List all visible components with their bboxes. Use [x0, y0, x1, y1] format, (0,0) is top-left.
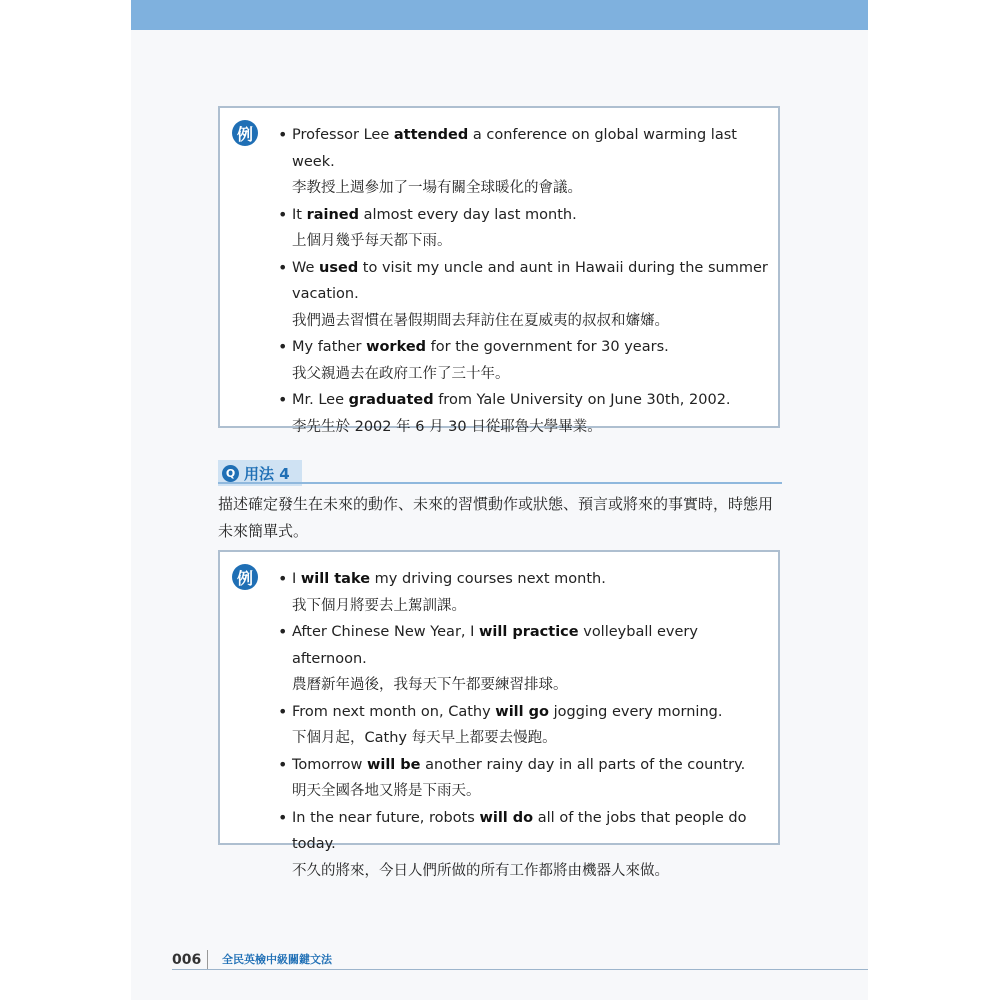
example-box-future — [218, 550, 780, 879]
usage-divider — [218, 482, 782, 484]
top-color-bar — [131, 0, 868, 30]
example-chinese: 明天全國各地又將是下雨天。 — [292, 783, 481, 799]
example-english: • In the near future, robots will do all of the jobs that people do today. — [292, 809, 747, 852]
example-item — [278, 805, 770, 885]
example-item — [278, 752, 770, 805]
example-list-future — [278, 566, 770, 884]
page-number: 006 — [172, 950, 208, 970]
example-chinese: 我下個月將要去上駕訓課。 — [292, 597, 466, 614]
example-item — [278, 202, 770, 255]
example-english: • From next month on, Cathy will go jogging every morning. — [292, 703, 723, 720]
example-english: • It rained almost every day last month. — [292, 206, 577, 223]
example-chinese: 不久的將來，今日人們所做的所有工作都將由機器人來做。 — [292, 862, 669, 879]
example-item — [278, 619, 770, 699]
example-badge: 例 — [232, 564, 258, 590]
footer-divider — [172, 969, 868, 970]
example-chinese: 李教授上週參加了一場有關全球暖化的會議。 — [292, 180, 582, 196]
example-item — [278, 699, 770, 752]
example-english: • My father worked for the government for 30 years. — [292, 339, 669, 355]
book-title: 全民英檢中級關鍵文法 — [222, 953, 332, 966]
example-english: • After Chinese New Year, I will practice volleyball every afternoon. — [292, 624, 698, 667]
example-chinese: 我父親過去在政府工作了三十年。 — [292, 365, 510, 382]
search-icon: Q — [222, 465, 239, 482]
example-item — [278, 334, 770, 387]
example-english: • Mr. Lee graduated from Yale University on June 30th, 2002. — [292, 392, 731, 408]
usage-title: 用法 4 — [244, 464, 290, 483]
example-badge: 例 — [232, 120, 258, 146]
example-item — [278, 122, 770, 202]
example-box-past — [218, 106, 780, 435]
example-english: • We used to visit my uncle and aunt in Hawaii during the summer vacation. — [292, 259, 768, 302]
example-chinese: 下個月起，Cathy 每天早上都要去慢跑。 — [292, 730, 557, 746]
example-item — [278, 255, 770, 335]
example-english: • I will take my driving courses next month. — [292, 571, 606, 587]
example-english: • Professor Lee attended a conference on global warming last week. — [292, 127, 737, 170]
example-english: • Tomorrow will be another rainy day in all parts of the country. — [292, 756, 746, 773]
example-list-past — [278, 122, 770, 440]
example-chinese: 農曆新年過後，我每天下午都要練習排球。 — [292, 677, 568, 693]
usage-description: 描述確定發生在未來的動作、未來的習慣動作或狀態、預言或將來的事實時，時態用未來簡單式。 — [218, 495, 774, 540]
example-item — [278, 387, 770, 440]
example-chinese: 上個月幾乎每天都下雨。 — [292, 233, 452, 249]
example-chinese: 我們過去習慣在暑假期間去拜訪住在夏威夷的叔叔和嬸嬸。 — [292, 312, 669, 329]
example-item — [278, 566, 770, 619]
example-chinese: 李先生於 2002 年 6 月 30 日從耶魯大學畢業。 — [292, 418, 602, 435]
